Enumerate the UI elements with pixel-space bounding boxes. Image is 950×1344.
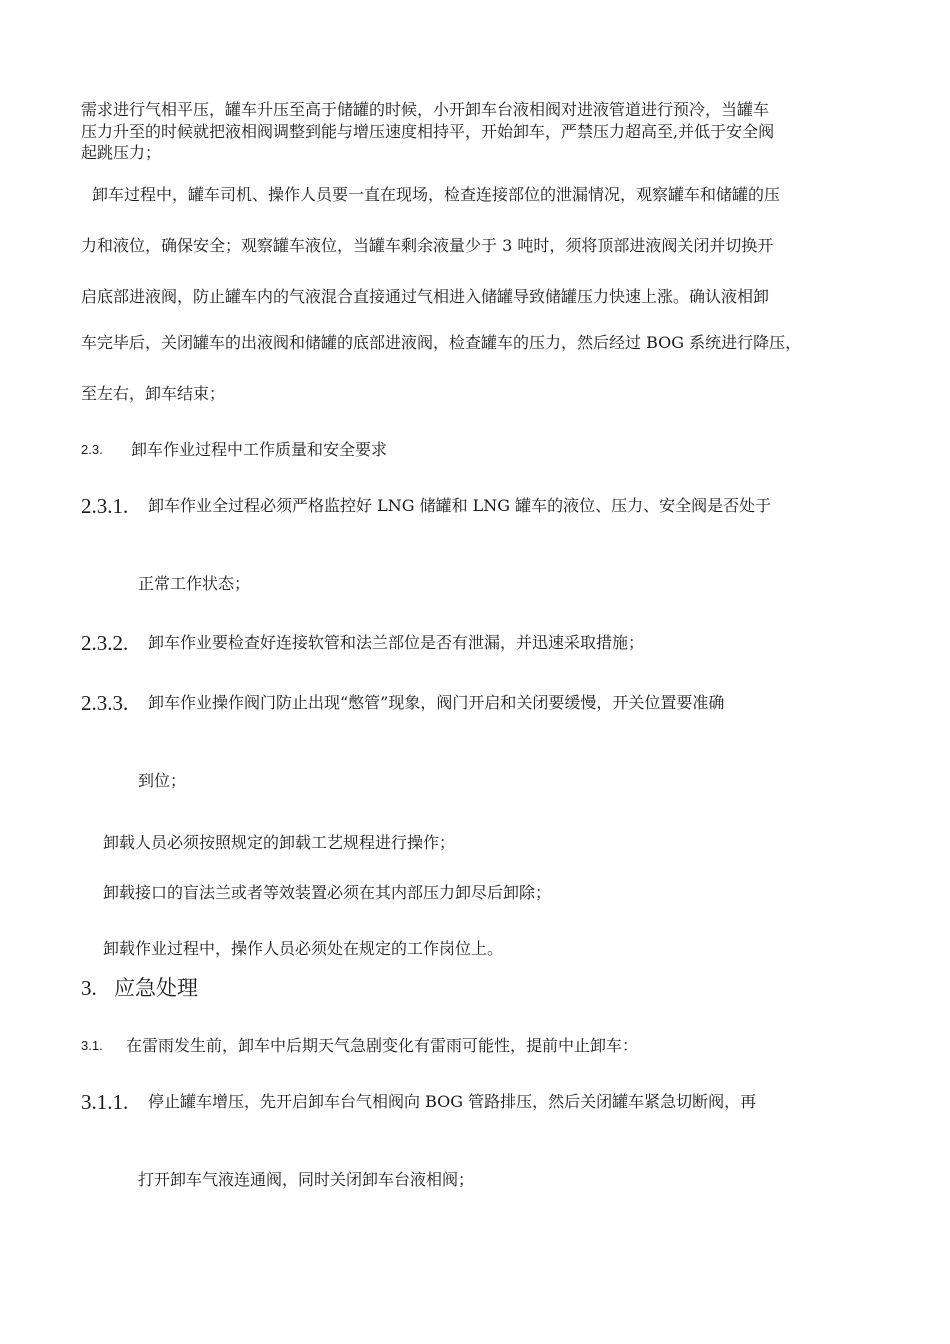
section-text: 卸车作业要检查好连接软管和法兰部位是否有泄漏，并迅速采取措施；	[148, 633, 645, 652]
paragraph-line: 卸车过程中，罐车司机、操作人员要一直在现场，检查连接部位的泄漏情况，观察罐车和储罐的压	[92, 185, 781, 204]
paragraph-line: 至左右，卸车结束；	[81, 384, 226, 403]
rule-line: 卸载作业过程中，操作人员必须处在规定的工作岗位上。	[103, 939, 504, 958]
section-heading: 在雷雨发生前，卸车中后期天气急剧变化有雷雨可能性，提前中止卸车：	[126, 1036, 639, 1055]
paragraph-line: 力和液位，确保安全；观察罐车液位，当罐车剩余液量少于 3 吨时，须将顶部进液阀关闭并切换开	[81, 236, 774, 255]
paragraph-line: 起跳压力；	[81, 143, 162, 162]
section-number: 2.3.	[81, 442, 103, 457]
section-text-cont: 到位；	[138, 771, 187, 790]
section-number: 2.3.3.	[81, 691, 129, 715]
section-text: 停止罐车增压，先开启卸车台气相阀向 BOG 管路排压，然后关闭罐车紧急切断阀，再	[148, 1092, 757, 1111]
section-number: 3.1.1.	[81, 1090, 129, 1114]
chapter-heading: 应急处理	[114, 976, 198, 1000]
chapter-number: 3.	[81, 976, 97, 1000]
rule-line: 卸载人员必须按照规定的卸载工艺规程进行操作；	[103, 833, 456, 852]
section-number: 2.3.1.	[81, 494, 129, 518]
rule-line: 卸载接口的盲法兰或者等效装置必须在其内部压力卸尽后卸除；	[103, 883, 552, 902]
paragraph-line: 车完毕后，关闭罐车的出液阀和储罐的底部进液阀，检查罐车的压力，然后经过 BOG 系统进行降压，	[81, 333, 802, 352]
paragraph-line: 需求进行气相平压，罐车升压至高于储罐的时候，小开卸车台液相阀对进液管道进行预冷，当罐车	[81, 100, 770, 119]
section-text-cont: 打开卸车气液连通阀，同时关闭卸车台液相阀；	[138, 1170, 475, 1189]
section-heading: 卸车作业过程中工作质量和安全要求	[131, 440, 388, 459]
section-number: 3.1.	[81, 1038, 103, 1053]
paragraph-line: 启底部进液阀，防止罐车内的气液混合直接通过气相进入储罐导致储罐压力快速上涨。确认液相卸	[81, 287, 770, 306]
section-text: 卸车作业操作阀门防止出现“憋管”现象，阀门开启和关闭要缓慢，开关位置要准确	[148, 693, 725, 712]
section-text-cont: 正常工作状态；	[138, 574, 251, 593]
section-text: 卸车作业全过程必须严格监控好 LNG 储罐和 LNG 罐车的液位、压力、安全阀是否处于	[148, 496, 772, 515]
section-number: 2.3.2.	[81, 631, 129, 655]
paragraph-line: 压力升至的时候就把液相阀调整到能与增压速度相持平，开始卸车，严禁压力超高至,并低于安全阀	[81, 122, 775, 141]
